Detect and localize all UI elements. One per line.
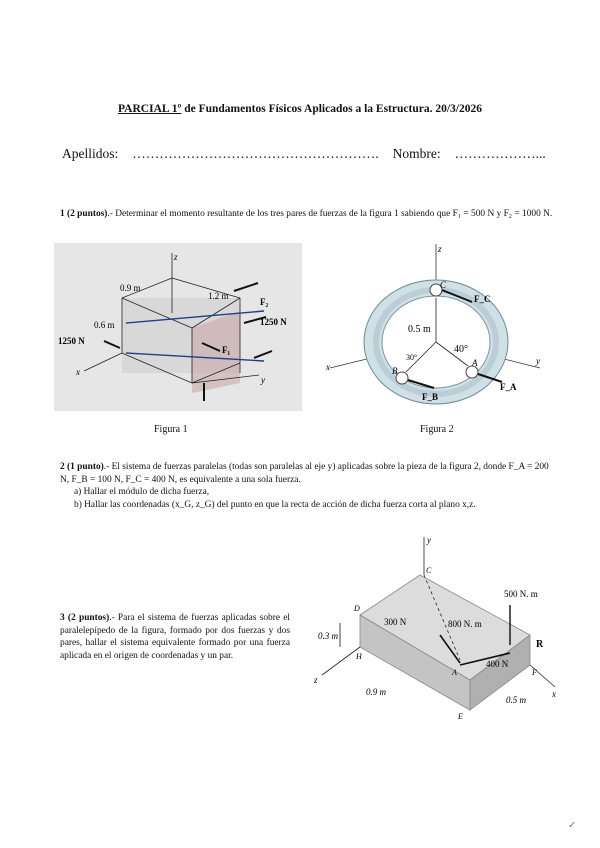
fig1-force-1250-left: 1250 N [58, 336, 85, 346]
fig3-z-label: z [314, 675, 318, 685]
fig2-x-label: x [326, 362, 330, 372]
fig2-force-B: F_B [422, 392, 439, 402]
figure-2 [322, 240, 550, 415]
fig3-point-C: C [426, 566, 432, 575]
check-mark: ✓ [568, 820, 577, 831]
name-label: Nombre: [392, 146, 441, 161]
fig1-dim-09: 0.9 m [120, 283, 141, 293]
fig3-height: 0.3 m [318, 631, 338, 641]
fig3-point-E: E [458, 712, 463, 721]
fig1-dim-12: 1.2 m [208, 291, 229, 301]
fig1-dim-06: 0.6 m [94, 320, 115, 330]
surname-field[interactable]: ………………………………………………. [132, 146, 379, 161]
fig3-R-label: R [536, 639, 544, 650]
fig3-moment-500: 500 N. m [504, 589, 538, 599]
fig1-F2-label: F₂ [260, 297, 269, 307]
question-1: 1 (2 puntos).- Determinar el momento resultante de los tres pares de fuerzas de la figura 1 sabiendo que F₁ = 500 N y F₂ = 1000 N. [60, 209, 553, 219]
fig2-point-A: A [472, 358, 478, 368]
fig2-radius-label: 0.5 m [408, 324, 431, 335]
fig1-force-1250-right: 1250 N [260, 317, 287, 327]
question-2-item-a: a) Hallar el módulo de dicha fuerza, [74, 487, 210, 497]
fig2-z-label: z [438, 244, 442, 254]
fig2-force-C: F_C [474, 294, 491, 304]
question-2-item-b: b) Hallar las coordenadas (x_G, z_G) del punto en que la recta de acción de dicha fuerza corta al plano x,z. [74, 499, 476, 510]
question-2: 2 (1 punto).- El sistema de fuerzas paralelas (todas son paralelas al eje y) aplicadas sobre la pieza de la figura 2, donde F_A = 200 N, F_B = 100 N, F_C = 400 N, es equivalente a una sola fuerza. a) Hallar el módulo de dicha fuerza, b) Hallar las coordenadas (x_G, z_G) del punto en que la recta de acción de dicha fuerza corta al plano x,z. [60, 461, 560, 511]
fig1-z-label: z [174, 252, 178, 262]
fig2-point-C: C [440, 280, 447, 290]
figure-2-caption: Figura 2 [420, 424, 454, 435]
fig1-F1-label: F₁ [222, 345, 231, 355]
fig3-depth: 0.5 m [506, 695, 526, 705]
figure-1 [54, 243, 302, 411]
fig1-y-label: y [261, 375, 265, 385]
fig1-x-label: x [76, 367, 80, 377]
fig3-point-D: D [354, 604, 360, 613]
surname-label: Apellidos: [62, 146, 119, 161]
fig2-angle-40: 40° [454, 344, 468, 355]
fig2-point-B: B [392, 366, 398, 376]
fig3-point-A: A [452, 668, 457, 677]
fig3-point-F: F [532, 668, 537, 677]
student-fields [62, 146, 562, 162]
figure-1-caption: Figura 1 [154, 424, 188, 435]
fig3-x-label: x [552, 689, 556, 699]
fig2-force-A: F_A [500, 382, 517, 392]
figure-3 [310, 535, 570, 725]
fig3-moment-800: 800 N. m [448, 619, 482, 629]
fig3-point-H: H [356, 652, 362, 661]
fig2-angle-30: 30° [406, 353, 418, 362]
fig2-y-label: y [536, 356, 540, 366]
question-3: 3 (2 puntos).- Para el sistema de fuerzas aplicadas sobre el paralelepípedo de la figura, formado por dos fuerzas y dos pares, hallar el sistema equivalente formado por una fuerza aplicada en el origen de coordenadas y un par. [60, 613, 290, 661]
fig3-y-label: y [427, 535, 431, 545]
page-title: PARCIAL 1º de Fundamentos Físicos Aplicados a la Estructura. 20/3/2026 [118, 103, 482, 115]
fig3-force-400: 400 N [486, 659, 509, 669]
name-field[interactable]: ………………... [454, 146, 546, 161]
fig3-width: 0.9 m [366, 687, 386, 697]
fig3-force-300: 300 N [384, 617, 407, 627]
